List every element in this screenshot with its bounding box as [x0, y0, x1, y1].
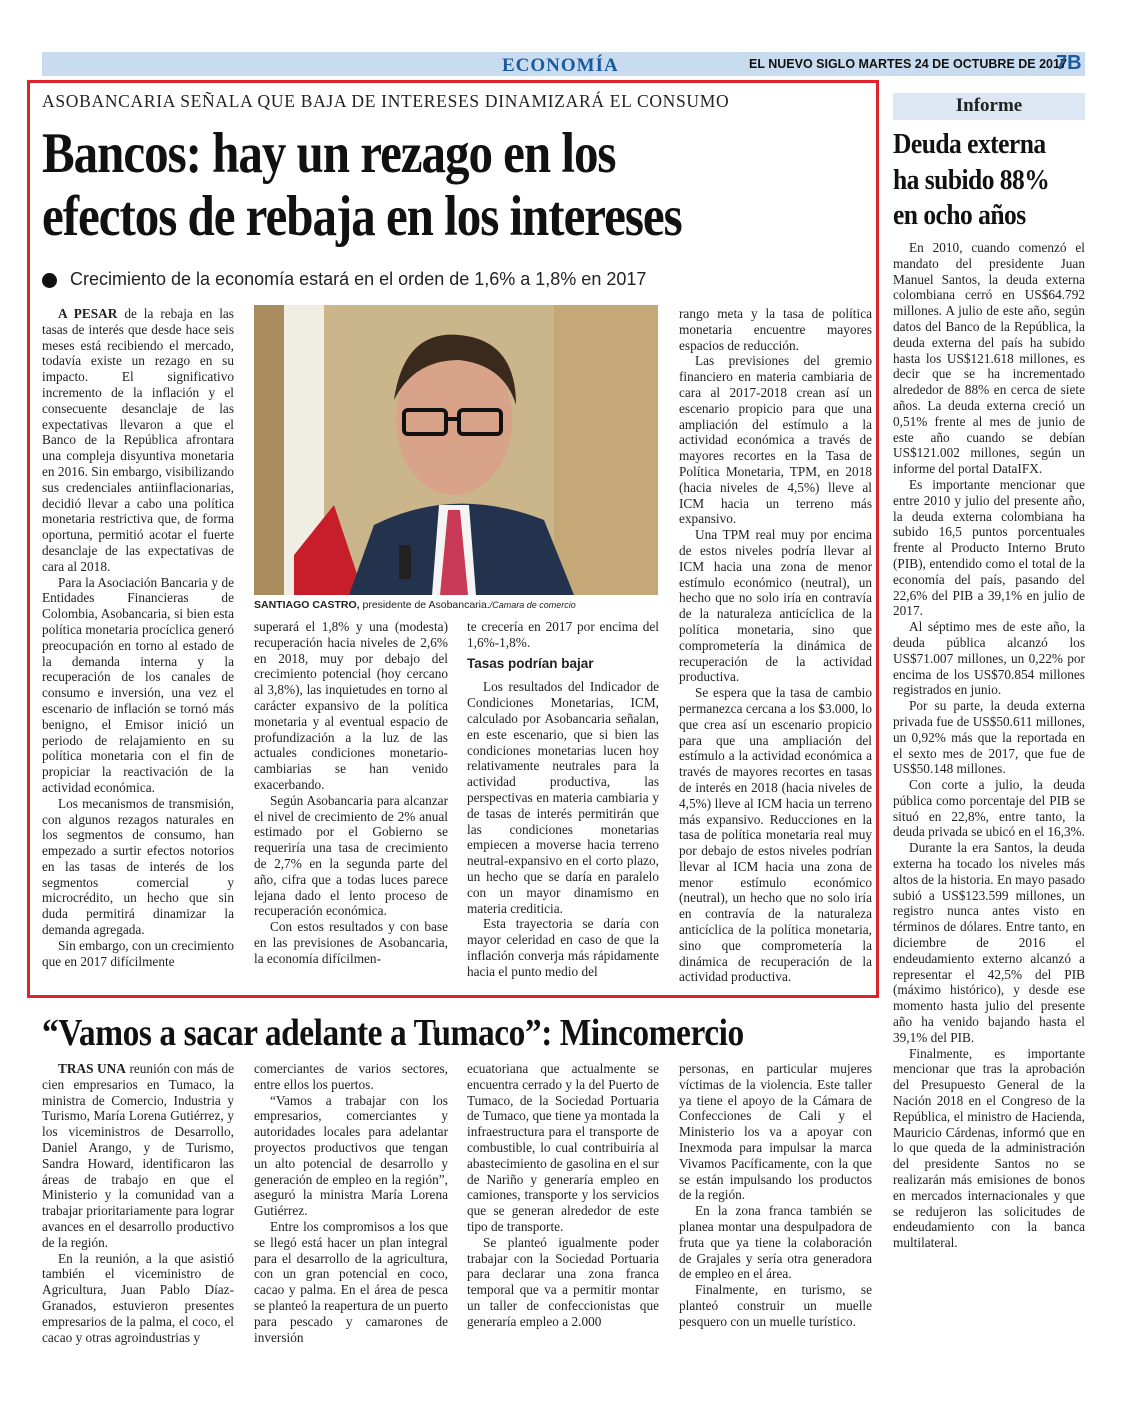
- paragraph: de la rebaja en las tasas de interés que desde hace seis meses está recibiendo el mercado, todavía existe un rezago en su impacto. El significativo incremento de la inflación y el consecuente desanclaje de las expectativas llevaron a que el Banco de la República afrontara una compleja disyuntiva monetaria en 2016. Sin embargo, visibilizando sus credenciales antiinflacionarias, decidió llevar a cabo una política monetaria restrictiva que, de forma oportuna, permitió acotar el fuerte desanclaje de las expectativas de cara al 2018.: [42, 306, 234, 574]
- lead-in: A PESAR: [58, 306, 118, 321]
- paragraph: comerciantes de varios sectores, entre ellos los puertos.: [254, 1061, 448, 1092]
- headline-line: efectos de rebaja en los intereses: [42, 185, 682, 248]
- second-story-column-2: [254, 1061, 448, 1345]
- paragraph: rango meta y la tasa de política monetaria encuentre mayores espacios de reducción.: [679, 306, 872, 353]
- kicker: ASOBANCARIA SEÑALA QUE BAJA DE INTERESES DINAMIZARÁ EL CONSUMO: [42, 91, 730, 111]
- paragraph: Finalmente, es importante mencionar que tras la aprobación del Presupuesto General de la Nación 2018 en el Congreso de la República, el ministro de Hacienda, Mauricio Cárdenas, informó que en lo que queda de la administración del presidente Santos no se realizarán más emisiones de bonos en mercados internacionales y que se redujeron las solicitudes de endeudamiento con la banca multilateral.: [893, 1045, 1085, 1251]
- sidebar-title-line: Deuda externa: [893, 128, 1046, 160]
- paragraph: Es importante mencionar que entre 2010 y julio del presente año, la deuda externa colombiana ha subido 16,5 puntos porcentuales frente al Producto Interno Bruto (PIB), entendido como el total de la economía del país, pasando del 22,6% del PIB a 39,1% en julio de 2017.: [893, 476, 1085, 619]
- article-column-2: [254, 619, 448, 967]
- paragraph: Con estos resultados y con base en las previsiones de Asobancaria, la economía difícilmen-: [254, 919, 448, 966]
- paragraph: Al séptimo mes de este año, la deuda pública alcanzó los US$71.007 millones, un 0,22% por encima de los US$70.854 millones registrados en junio.: [893, 619, 1085, 698]
- paragraph: Los mecanismos de transmisión, con algunos rezagos naturales en los segmentos de consumo, han empezado a surtir efectos notorios en las tasas de interés de los segmentos comercial y microcrédito, un hecho que sin duda permitirá dinamizar la demanda agregada.: [42, 795, 234, 938]
- article-column-3: [467, 619, 659, 980]
- paragraph: Esta trayectoria se daría con mayor celeridad en caso de que la inflación converja más rápidamente hacia el punto medio del: [467, 916, 659, 979]
- paragraph: Con corte a julio, la deuda pública como porcentaje del PIB se situó en 22,8%, entre tanto, la deuda privada se ubicó en el 16,3%.: [893, 777, 1085, 840]
- page-number: 7B: [1056, 52, 1082, 74]
- paragraph: Se planteó igualmente poder trabajar con la Sociedad Portuaria para declarar una zona franca temporal que va a permitir montar un taller de confeccionistas que generaría empleo a 2.000: [467, 1234, 659, 1329]
- sidebar-title-line: en ocho años: [893, 199, 1026, 231]
- sidebar-title-line: ha subido 88%: [893, 163, 1050, 196]
- paragraph: Una TPM real muy por encima de estos niveles podría llevar al ICM hacia una zona de menor estímulo económico (neutral), un hecho que no solo iría en contravía de la naturaleza anticíclica de la política monetaria, sino que comprometería la dinámica de recuperación de la actividad productiva.: [679, 527, 872, 685]
- section-name: ECONOMÍA: [502, 55, 619, 76]
- paragraph: Se espera que la tasa de cambio permanezca cercana a los $3.000, lo que crea así un escenario propicio para que una ampliación del estímulo a la actividad económica a través de mayores recortes en tasas de interés en 2018 (hacia niveles de 4,5%) lleve al ICM hacia un terreno más expansivo. Reducciones en la tasa de política monetaria real muy por debajo de estos niveles podrían llevar al ICM hacia una zona de menor estímulo económico (neutral), un hecho que no solo iría en contravía de la naturaleza anticíclica de la política monetaria, sino que comprometería la dinámica de recuperación de la actividad productiva.: [679, 685, 872, 985]
- paragraph: Por su parte, la deuda externa privada fue de US$50.611 millones, un 0,92% más que la reportada en el sexto mes de 2017, que fue de US$50.148 millones.: [893, 698, 1085, 777]
- paragraph: Sin embargo, con un crecimiento que en 2017 difícilmente: [42, 937, 234, 969]
- second-story-column-4: [679, 1061, 872, 1330]
- lead-in: TRAS UNA: [58, 1061, 126, 1076]
- headline-line: Bancos: hay un rezago en los: [42, 122, 616, 185]
- second-headline: “Vamos a sacar adelante a Tumaco”: Mincomercio: [42, 1012, 744, 1054]
- paragraph: ecuatoriana que actualmente se encuentra cerrado y la del Puerto de Tumaco, de la Sociedad Portuaria de Tumaco, que tiene ya montada la infraestructura para el transporte de combustible, lo cual contribuiría al abastecimiento de gasolina en el sur de Nariño y generaría empleo en camiones, transporte y los servicios que se generan alrededor de este tipo de transporte.: [467, 1061, 659, 1234]
- paragraph: En 2010, cuando comenzó el mandato del presidente Juan Manuel Santos, la deuda externa colombiana cerró en US$64.792 millones. A julio de este año, según datos del Banco de la República, la deuda externa del país ha subido hasta los US$121.618 millones, es decir que se ha incrementado alrededor de 88% en cerca de siete años. La deuda externa creció un 0,51% frente al mes de junio de este año cuando se debían US$121.002 millones, según un informe del portal DataIFX.: [893, 240, 1085, 477]
- headline: [42, 122, 730, 248]
- paragraph: te crecería en 2017 por encima del 1,6%-1,8%.: [467, 619, 659, 650]
- sidebar-label: Informe: [955, 95, 1023, 116]
- subheadline: Crecimiento de la economía estará en el orden de 1,6% a 1,8% en 2017: [70, 269, 647, 289]
- sidebar-title: [893, 127, 1069, 234]
- paragraph: Las previsiones del gremio financiero en materia cambiaria de cara al 2017-2018 crean así un escenario propicio para que una ampliación del estímulo a la actividad económica a través de mayores recortes en la Tasa de Política Monetaria, TPM, en 2018 (hacia niveles de 4,5%) lleve al ICM hacia un terreno más expansivo.: [679, 353, 872, 527]
- caption-name: SANTIAGO CASTRO,: [254, 599, 360, 611]
- paragraph: Según Asobancaria para alcanzar el nivel de crecimiento de 2% anual estimado por el Gobierno se requeriría una tasa de crecimiento de 2,7% en la segunda parte del año, cifra que a todas luces parece lejana dado el lento proceso de recuperación económica.: [254, 792, 448, 919]
- second-story-column-3: [467, 1061, 659, 1330]
- paragraph: En la zona franca también se planea montar una despulpadora de fruta que ya tiene la colaboración de Grajales y sería otra generadora de empleo en el área.: [679, 1203, 872, 1282]
- sidebar-column: [893, 240, 1085, 1251]
- paragraph: Los resultados del Indicador de Condiciones Monetarias, ICM, calculado por Asobancaria señalan, en este escenario, que si bien las condiciones monetarias lucen hoy relativamente neutrales para la actividad productiva, las perspectivas en materia cambiaria y de tasas de interés permitirán que las condiciones monetarias empiecen a moverse hacia terreno neutral-expansivo en el corto plazo, un hecho que se daría en paralelo con un mayor dinamismo en materia crediticia.: [467, 679, 659, 916]
- paragraph: Entre los compromisos a los que se llegó está hacer un plan integral para el desarrollo de la agricultura, con un gran potencial en coco, cacao y palma. En el área de pesca se planteó la reapertura de un puerto para pescado y camarones de inversión: [254, 1218, 448, 1345]
- paragraph: reunión con más de cien empresarios en Tumaco, la ministra de Comercio, Industria y Turismo, María Lorena Gutiérrez, y los viceministros de Desarrollo, Daniel Arango, y de Turismo, Sandra Howard, identificaron las áreas de trabajo en que el Ministerio y la comunidad van a trabajar prioritariamente para lograr avances en el desarrollo productivo de la región.: [42, 1061, 234, 1250]
- article-column-4: [679, 306, 872, 985]
- subhead: Tasas podrían bajar: [467, 655, 594, 671]
- masthead-date: EL NUEVO SIGLO MARTES 24 DE OCTUBRE DE 2017: [749, 57, 1067, 71]
- paragraph: Para la Asociación Bancaria y de Entidades Financieras de Colombia, Asobancaria, si bien esta política monetaria procíclica generó preocupación en torno al estado de la demanda interna y la recuperación de los canales de consumo e inversión, una vez el escenario de inflación se tornó más benigno, el Emisor inició un periodo de relajamiento en su política monetaria con el fin de propiciar la reactivación de la actividad económica.: [42, 574, 234, 795]
- paragraph: superará el 1,8% y una (modesta) recuperación hacia niveles de 2,6% en 2018, muy por debajo del crecimiento potencial (hoy cercano al 3,8%), las inquietudes en torno al carácter expansivo de la política monetaria y al eventual espacio de profundización a la luz de las actuales condiciones monetario-cambiarias se han venido exacerbando.: [254, 619, 448, 792]
- photo-credit: /Camara de comercio: [489, 600, 576, 610]
- second-story-column-1: [42, 1061, 234, 1345]
- portrait-illustration: [254, 305, 658, 595]
- bullet-icon: [42, 273, 57, 288]
- photo-caption: [254, 599, 674, 611]
- paragraph: personas, en particular mujeres víctimas de la violencia. Este taller ya tiene el apoyo de la Cámara de Confecciones de Cali y el Ministerio los va a apoyar con Inexmoda para impulsar la marca Vivamos Pacíficamente, con la que se están impulsando los productos de la región.: [679, 1061, 872, 1203]
- paragraph: En la reunión, a la que asistió también el viceministro de Agricultura, Juan Pablo Díaz-Granados, estuvieron presentes empresarios de la palma, el coco, el cacao y otras agroindustrias y: [42, 1250, 234, 1345]
- article-column-1: [42, 306, 234, 969]
- caption-text: presidente de Asobancaria.: [359, 599, 490, 611]
- article-photo: [254, 305, 658, 595]
- paragraph: Durante la era Santos, la deuda externa ha tocado los niveles más altos de la historia. En mayo pasado subió a US$123.599 millones, un registro nunca antes visto en términos de dólares. Entre tanto, en diciembre de 2016 el endeudamiento externo alcanzó a representar el 42,5% del PIB (máximo histórico), y desde ese momento hasta julio del presente año ha venido bajando hasta el 39,1% del PIB.: [893, 840, 1085, 1045]
- paragraph: Finalmente, en turismo, se planteó construir un muelle pesquero con un muelle turístico.: [679, 1282, 872, 1329]
- paragraph: “Vamos a trabajar con los empresarios, comerciantes y autoridades locales para adelantar proyectos productivos que tengan un alto potencial de desarrollo y generación de empleo en la región”, aseguró la ministra María Lorena Gutiérrez.: [254, 1092, 448, 1219]
